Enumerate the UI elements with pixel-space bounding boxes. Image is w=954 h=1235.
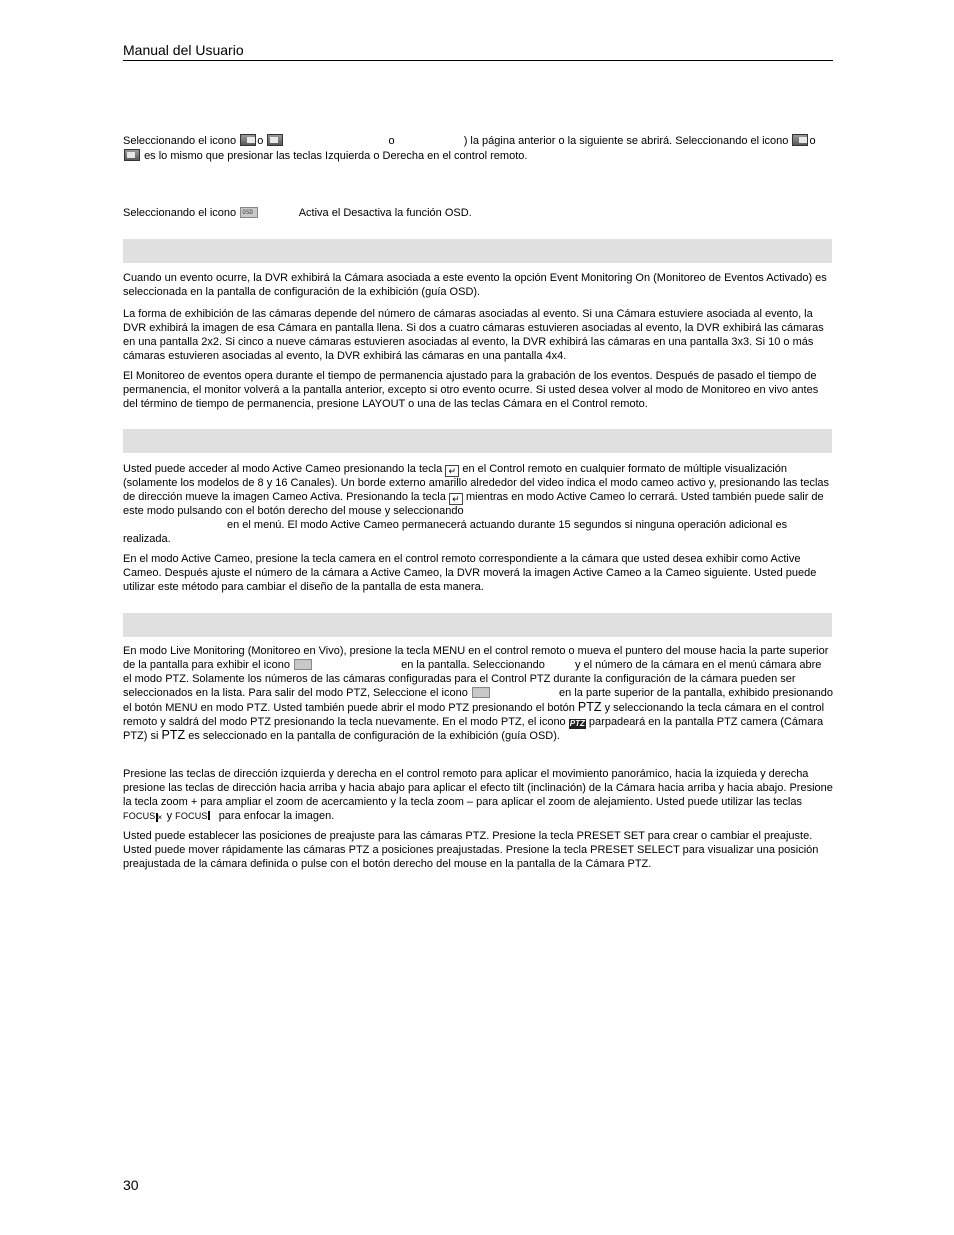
text: Seleccionando el icono	[123, 135, 237, 147]
text: y	[166, 809, 173, 822]
text: en la parte superior de la pantalla, exhibido presionando el botón MENU en modo PTZ. Usted también puede abrir el modo PTZ presionando el botón	[123, 686, 834, 714]
page-number: 30	[123, 1177, 139, 1193]
page-prev-icon	[792, 134, 808, 146]
ptz-badge-icon: PTZ	[569, 718, 585, 728]
paragraph-event-1: Cuando un evento ocurre, la DVR exhibirá la Cámara asociada a este evento la opción Event Monitoring On (Monitoreo de Eventos Activado) es seleccionada en la pantalla de configuración de la exhibición (guía OSD).	[123, 272, 827, 298]
osd-icon: OSD	[240, 207, 258, 218]
text: Activa el Desactiva la función OSD.	[298, 207, 472, 219]
section-bar-event-monitoring	[123, 239, 832, 263]
page-next-icon	[124, 149, 140, 161]
focus-near-icon: ×	[157, 812, 163, 822]
paragraph-cameo-2: En el modo Active Cameo, presione la tecla camera en el control remoto correspondiente a la cámara que usted desea exhibir como Active Cameo. Después ajuste el número de la cámara a Active Cameo, la DVR moverá la imagen Active Cameo a la Cameo siguiente. Usted puede utilizar este método para cambiar el diseño de la pantalla de esta manera.	[123, 553, 817, 593]
text: Usted puede acceder al modo Active Cameo presionando la tecla	[123, 463, 443, 475]
text: en la pantalla. Seleccionando	[401, 658, 545, 671]
text: y el número de la cámara en el menú cámara abre el modo PTZ. Solamente los números de las cámaras configuradas para el Control PTZ durante la configuración de la cámara pueden ser seleccionados en la lista. Para salir del modo PTZ, Seleccione el icono	[123, 658, 822, 699]
focus-near-label: FOCUS	[123, 810, 156, 821]
ptz-menu-icon	[294, 659, 312, 670]
text: para enfocar la imagen.	[218, 809, 335, 822]
paragraph-ptz-3: Usted puede establecer las posiciones de preajuste para las cámaras PTZ. Presione la tecla PRESET SET para crear o cambiar el preajuste. Usted puede mover rápidamente las cámaras PTZ a posiciones preajustadas. Presione la tecla PRESET SELECT para visualizar una posición preajustada de la cámara definida o pulse con el botón derecho del mouse en la pantalla de la Cámara PTZ.	[123, 830, 819, 870]
focus-far-label: FOCUS	[175, 810, 208, 821]
text: parpadeará en la pantalla PTZ camera (Cámara PTZ) si	[123, 715, 824, 743]
ptz-button-label: PTZ	[577, 699, 602, 714]
text: o	[257, 135, 264, 147]
page-prev-icon	[240, 134, 256, 146]
paragraph-page-navigation	[123, 134, 833, 164]
text: ) la página anterior o la siguiente se abrirá. Seleccionando el icono	[463, 135, 789, 147]
section-bar-ptz	[123, 613, 832, 637]
text: mientras en modo Active Cameo lo cerrará. Usted también puede salir de este modo pulsando con el botón derecho del mouse y seleccionando	[123, 490, 824, 517]
section-bar-active-cameo	[123, 429, 832, 453]
paragraph-ptz-1	[123, 645, 833, 744]
text: en el Control remoto en cualquier formato de múltiple visualización (solamente los modelos de 8 y 16 Canales). Un borde externo amarillo alrededor del video indica el modo cameo activo y, presionando las teclas de dirección mueve la imagen Cameo Activa. Presionando la tecla	[123, 463, 830, 503]
text: Presione las teclas de dirección izquierda y derecha en el control remoto para aplicar el movimiento panorámico, hacia la izquieda y derecha presione las teclas de dirección hacia arriba y hacia abajo para aplicar el efecto tilt (inclinación) de la Cámara hacia arriba y hacia abajo. Presione la tecla zoom + para ampliar el zoom de acercamiento y la tecla zoom – para aplicar el zoom de alejamiento. Usted puede utilizar las teclas	[123, 768, 833, 808]
text: En modo Live Monitoring (Monitoreo en Vivo), presione la tecla MENU en el control remoto o mueva el puntero del mouse hacia la parte superior de la pantalla para exhibir el icono	[123, 645, 829, 671]
page-next-icon	[267, 134, 283, 146]
exit-ptz-icon	[472, 687, 490, 698]
header-rule	[123, 60, 833, 61]
paragraph-event-2: La forma de exhibición de las cámaras depende del número de cámaras asociadas al evento. Si una Cámara estuviere asociada al evento, la DVR exhibirá la imagen de esa Cámara en pantalla llena. Si dos a cuatro cámaras estuvieren asociadas al evento, la DVR exhibirá las cámaras en una pantalla 2x2. Si cinco a nueve cámaras estuvieren asociadas al evento, la DVR exhibirá las cámaras en una pantalla 3x3. Si 10 o más cámaras estuvieren asociadas al evento, la DVR exhibirá las cámaras en una pantalla 4x4.	[123, 308, 824, 362]
enter-icon: ↵	[445, 465, 459, 477]
text: en el menú. El modo Active Cameo permanecerá actuando durante 15 segundos si ninguna operación adicional es realizada.	[123, 518, 788, 545]
text: es seleccionado en la pantalla de configuración de la exhibición (guía OSD).	[188, 730, 560, 743]
header-title: Manual del Usuario	[123, 42, 244, 58]
text: y seleccionando la tecla cámara en el control remoto y saldrá del modo PTZ presionando la tecla nuevamente. En el modo PTZ, el icono	[123, 701, 825, 728]
ptz-option-label: PTZ	[161, 728, 186, 743]
text: Seleccionando el icono	[123, 207, 237, 219]
paragraph-osd	[123, 207, 833, 221]
paragraph-event-3: El Monitoreo de eventos opera durante el tiempo de permanencia ajustado para la grabación de los eventos. Después de pasado el tiempo de permanencia, el monitor volverá a la pantalla anterior, excepto si otro evento ocurre. Si usted desea volver al modo de Monitoreo en vivo antes del término de tiempo de permanencia, presione LAYOUT o una de las teclas Cámara en el Control remoto.	[123, 370, 819, 410]
enter-icon: ↵	[449, 493, 463, 505]
focus-far-icon	[208, 811, 216, 820]
paragraph-cameo-1	[123, 463, 833, 547]
text: o	[809, 135, 816, 147]
paragraph-ptz-2	[123, 768, 833, 824]
text: o	[388, 135, 395, 147]
text: es lo mismo que presionar las teclas Izquierda o Derecha en el control remoto.	[144, 149, 528, 162]
